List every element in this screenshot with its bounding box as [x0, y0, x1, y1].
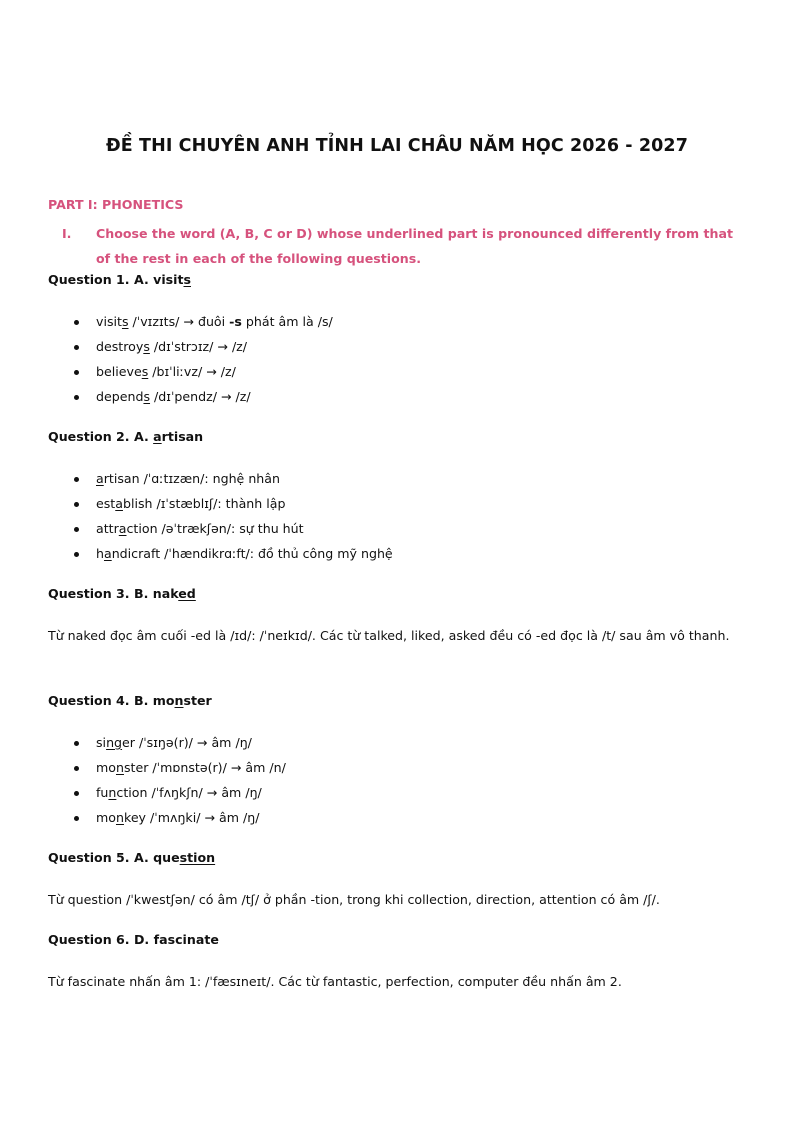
underlined-part: n [174, 693, 184, 708]
question-4-heading: Question 4. B. monster [48, 693, 212, 708]
list-item: function /ˈfʌŋkʃn/ → âm /ŋ/ [48, 780, 286, 805]
list-item: artisan /ˈɑːtɪzæn/: nghệ nhân [48, 466, 393, 491]
list-item: depends /dɪˈpendz/ → /z/ [48, 384, 333, 409]
instruction [48, 222, 738, 271]
underlined-part: s [183, 272, 191, 287]
instruction-text: Choose the word (A, B, C or D) whose underlined part is pronounced differently from that of the rest in each of the following questions. [96, 226, 734, 266]
list-item: monster /ˈmɒnstə(r)/ → âm /n/ [48, 755, 286, 780]
list-item: destroys /dɪˈstrɔɪz/ → /z/ [48, 334, 333, 359]
list-item: singer /ˈsɪŋə(r)/ → âm /ŋ/ [48, 730, 286, 755]
list-item: handicraft /ˈhændikrɑːft/: đồ thủ công mỹ nghệ [48, 541, 393, 566]
question-6-explanation: Từ fascinate nhấn âm 1: /ˈfæsɪneɪt/. Các từ fantastic, perfection, computer đều nhấn âm 2. [48, 974, 622, 989]
question-2-list [48, 466, 393, 566]
list-item: believes /bɪˈliːvz/ → /z/ [48, 359, 333, 384]
question-3-heading: Question 3. B. naked [48, 586, 196, 601]
question-5-explanation: Từ question /ˈkwestʃən/ có âm /tʃ/ ở phần -tion, trong khi collection, direction, attention có âm /ʃ/. [48, 892, 660, 907]
question-1-heading: Question 1. A. visits [48, 272, 191, 287]
question-2-heading: Question 2. A. artisan [48, 429, 204, 444]
list-item: establish /ɪˈstæblɪʃ/: thành lập [48, 491, 393, 516]
question-1-list [48, 309, 333, 409]
page-title: ĐỀ THI CHUYÊN ANH TỈNH LAI CHÂU NĂM HỌC 2026 - 2027 [106, 136, 688, 156]
list-item: monkey /ˈmʌŋki/ → âm /ŋ/ [48, 805, 286, 830]
underlined-part: ed [178, 586, 196, 601]
list-item: attraction /əˈtrækʃən/: sự thu hút [48, 516, 393, 541]
instruction-numeral: I. [62, 226, 72, 241]
part-heading: PART I: PHONETICS [48, 197, 184, 212]
underlined-part: a [153, 429, 162, 444]
underlined-part: stion [179, 850, 216, 865]
list-item: visits /ˈvɪzɪts/ → đuôi -s phát âm là /s/ [48, 309, 333, 334]
question-4-list [48, 730, 286, 830]
question-6-heading: Question 6. D. fascinate [48, 932, 219, 947]
question-3-explanation: Từ naked đọc âm cuối -ed là /ɪd/: /ˈneɪkɪd/. Các từ talked, liked, asked đều có -ed đọc là /t/ sau âm vô thanh. [48, 628, 730, 643]
question-5-heading: Question 5. A. question [48, 850, 216, 865]
